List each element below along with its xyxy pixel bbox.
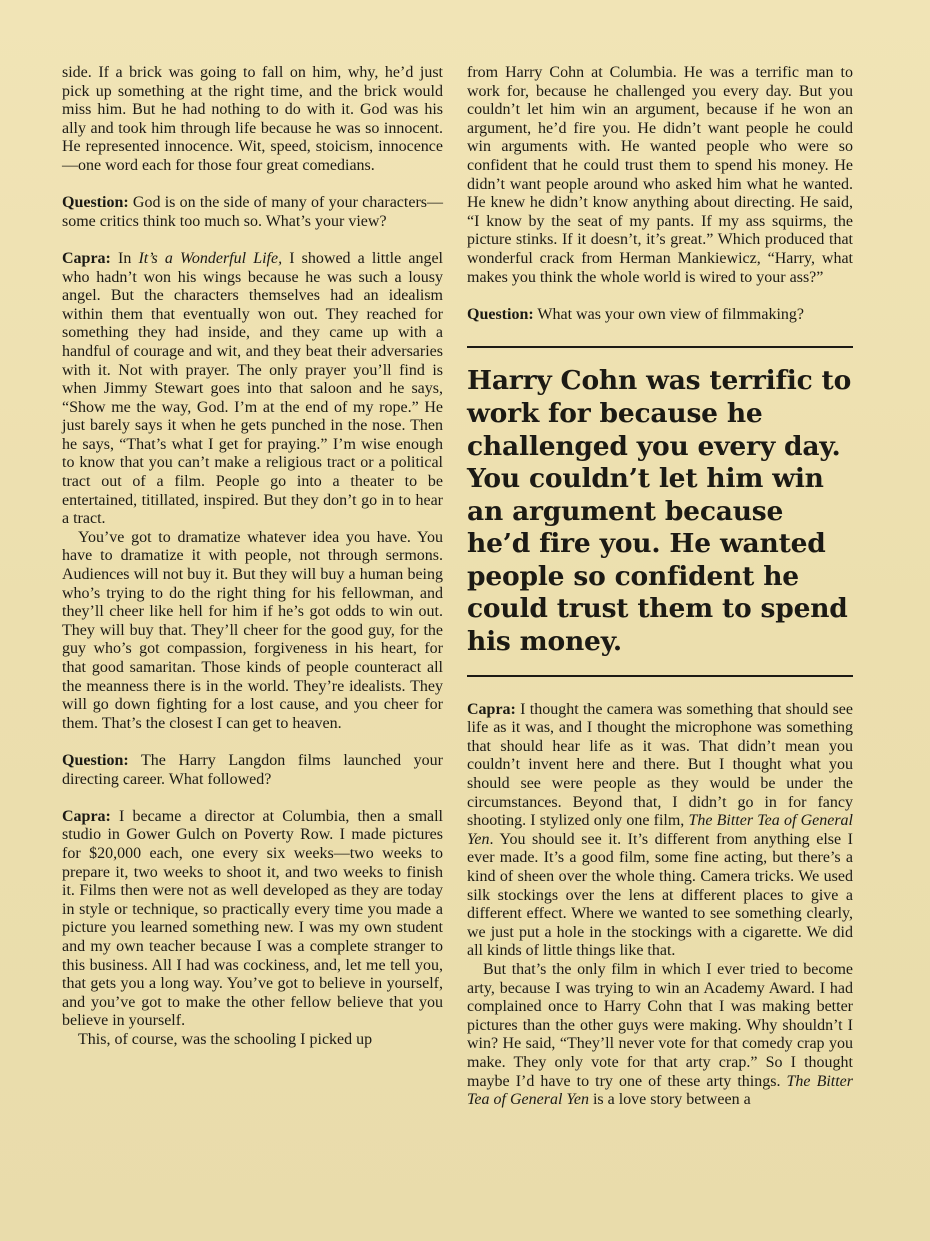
answer-paragraph <box>62 250 443 529</box>
question-paragraph <box>467 306 853 325</box>
left-column <box>62 64 443 1049</box>
question-paragraph <box>62 752 443 789</box>
body-paragraph: This, of course, was the schooling I picked up <box>78 1030 373 1048</box>
body-paragraph <box>467 961 853 1110</box>
film-title: The Bitter Tea of General Yen <box>467 812 854 848</box>
pull-quote-top-rule <box>467 346 853 348</box>
speaker-label: Capra: <box>62 249 111 267</box>
film-title: The Bitter Tea of General Yen <box>467 1072 854 1109</box>
question-paragraph <box>62 194 443 231</box>
answer-text: . You should see it. It’s different from anything else I ever made. It’s a good film, some fine acting, but there’s a kind of sheen over the whole thing. Camera tricks. We used silk stockings over the lens at different places to give a different effect. Where we wanted to see something clearly, we just put a hole in the stockings with a cigarette. We did all kinds of little things like that. <box>467 830 853 960</box>
right-column <box>467 64 853 1110</box>
body-paragraph: from Harry Cohn at Columbia. He was a terrific man to work for, because he challenged you every day. But you couldn’t let him win an argument, because if he won an argument, he’d fire you. He didn’t want people he could win arguments with. He wanted people who were so confident that he could trust them to spend his money. He didn’t want people around who asked him what he wanted. He knew he didn’t know anything about directing. He said, “I know by the seat of my pants. If my ass squirms, the picture stinks. If it doesn’t, it’s great.” Which produced that wonderful crack from Herman Mankiewicz, “Harry, what makes you think the whole world is wired to your ass?” <box>467 64 853 286</box>
speaker-label: Capra: <box>62 807 111 825</box>
pull-quote: Harry Cohn was terrific to work for because he challenged you every day. You couldn’t let him win an argument because he’d fire you. He wanted people so confident he could trust them to spend his money. <box>467 365 852 658</box>
question-text: The Harry Langdon films launched your directing career. What followed? <box>62 751 443 788</box>
answer-paragraph <box>467 701 853 961</box>
answer-text: In <box>110 249 139 267</box>
answer-text: I became a director at Columbia, then a small studio in Gower Gulch on Poverty Row. I made pictures for $20,000 each, one every six weeks—two weeks to prepare it, two weeks to shoot it, and two weeks to finish it. Films then were not as well developed as they are today in style or technique, so practically every time you made a picture you learned something new. I was my own student and my own teacher because I was a complete stranger to this business. All I had was cockiness, and, let me tell you, that gets you a long way. You’ve got to believe in yourself, and you’ve got to make the other fellow believe that you believe in yourself. <box>62 807 443 1030</box>
film-title: It’s a Wonderful Life, <box>138 249 283 267</box>
answer-text: I thought the camera was something that should see life as it was, and I thought the microphone was something that should hear life as it was. That didn’t mean you couldn’t invent here and there. But I thought what you should see were people as they would be under the circumstances. Beyond that, I didn’t go in for fancy shooting. I stylized only one film, <box>467 700 853 830</box>
body-paragraph: side. If a brick was going to fall on him, why, he’d just pick up something at the right time, and the brick would miss him. But he had nothing to do with it. God was his ally and took him through life because he was so innocent. He represented innocence. Wit, speed, stoicism, innocence—one word each for those four great comedians. <box>62 64 443 174</box>
answer-text: is a love story between a <box>588 1091 751 1109</box>
answer-text: But that’s the only film in which I ever tried to become arty, because I was trying to win an Academy Award. I had complained once to Harry Cohn that I was making better pictures than the other guys were making. Why shouldn’t I win? He said, “They’ll never vote for that comedy crap you make. They only vote for that arty crap.” So I thought maybe I’d have to try one of these arty things. <box>467 960 853 1090</box>
pull-quote-block <box>467 346 853 676</box>
speaker-label: Capra: <box>467 700 516 718</box>
speaker-label: Question: <box>467 305 534 323</box>
speaker-label: Question: <box>62 751 129 769</box>
answer-text: I showed a little angel who hadn’t won his wings because he was such a lousy angel. But the characters themselves had an idealism within them that eventually won out. They reached for something they had inside, and they came up with a handful of courage and wit, and they beat their adversaries with it. Not with prayer. The only prayer you’ll find is when Jimmy Stewart goes into that saloon and he says, “Show me the way, God. I’m at the end of my rope.” He just barely says it when he gets punched in the nose. Then he says, “That’s what I get for praying.” I’m wise enough to know that you can’t make a religious tract or a political tract out of a film. People go into a theater to be entertained, titillated, inspired. But they don’t go in to hear a tract. <box>62 249 443 528</box>
speaker-label: Question: <box>62 194 129 212</box>
question-text: God is on the side of many of your characters—some critics think too much so. What’s your view? <box>62 194 443 230</box>
question-text: What was your own view of filmmaking? <box>533 305 804 323</box>
body-paragraph: You’ve got to dramatize whatever idea you have. You have to dramatize it with people, not through sermons. Audiences will not buy it. But they will buy a human being who’s trying to do the right thing for his fellowman, and they’ll cheer like hell for him if he’s got odds to win out. They will buy that. They’ll cheer for the good guy, for the guy who’s got compassion, forgiveness in his heart, for that good samaritan. Those kinds of people counteract all the meanness there is in the world. They’re idealists. They will go down fighting for a lost cause, and you cheer for them. That’s the closest I can get to heaven. <box>62 528 443 732</box>
pull-quote-bottom-rule <box>467 675 853 677</box>
answer-paragraph <box>62 808 443 1031</box>
